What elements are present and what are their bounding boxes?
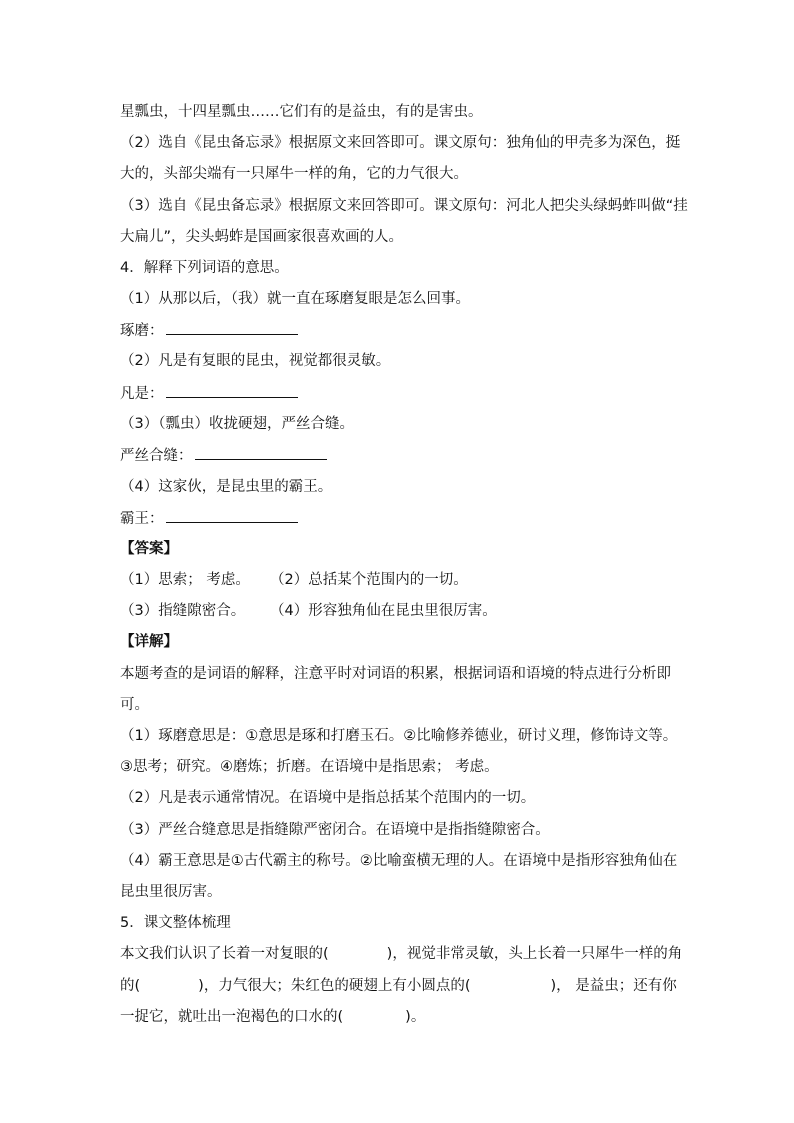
answer-blank[interactable] <box>195 445 327 460</box>
text-line: （4）这家伙，是昆虫里的霸王。 <box>120 479 333 495</box>
answer-row <box>120 508 680 529</box>
question-heading: 5．课文整体梳理 <box>120 915 231 931</box>
text-line: 可。 <box>120 697 149 713</box>
answer-row <box>120 383 680 404</box>
explanation-heading: 【详解】 <box>120 634 178 650</box>
answer-item: （3）指缝隙密合。 <box>120 603 246 619</box>
text-line: ③思考；研究。④磨炼；折磨。在语境中是指思索； 考虑。 <box>120 759 499 775</box>
text-segment: )，力气很大；朱红色的硬翅上有小圆点的( <box>198 978 471 994</box>
text-line: 大的，头部尖端有一只犀牛一样的角，它的力气很大。 <box>120 166 468 182</box>
text-line: （1）琢磨意思是：①意思是琢和打磨玉石。②比喻修养德业，研讨义理，修饰诗文等。 <box>120 728 678 744</box>
question-heading: 4．解释下列词语的意思。 <box>120 260 289 276</box>
text-segment: 一捉它，就吐出一泡褐色的口水的( <box>120 1009 344 1025</box>
answer-item: （2）总括某个范围内的一切。 <box>270 572 468 588</box>
text-line: 昆虫里很厉害。 <box>120 884 222 900</box>
text-line: 本题考查的是词语的解释，注意平时对词语的积累，根据词语和语境的特点进行分析即 <box>120 666 671 682</box>
text-segment: )。 <box>405 1009 426 1025</box>
answer-row <box>120 601 680 621</box>
text-line: （4）霸王意思是①古代霸主的称号。②比喻蛮横无理的人。在语境中是指形容独角仙在 <box>120 853 678 869</box>
text-segment: 的( <box>120 978 141 994</box>
answer-row <box>120 320 680 341</box>
text-line: （2）凡是有复眼的昆虫，视觉都很灵敏。 <box>120 353 391 369</box>
answer-label: 霸王： <box>120 511 164 527</box>
answer-label: 凡是： <box>120 386 164 402</box>
answer-label: 琢磨： <box>120 323 164 339</box>
text-line: （3）严丝合缝意思是指缝隙严密闭合。在语境中是指指缝隙密合。 <box>120 822 550 838</box>
answer-heading: 【答案】 <box>120 541 178 557</box>
answer-label: 严丝合缝： <box>120 448 193 464</box>
text-line: 星瓢虫，十四星瓢虫……它们有的是益虫，有的是害虫。 <box>120 104 483 120</box>
fill-in-row <box>120 944 683 964</box>
text-line: （1）从那以后，（我）就一直在琢磨复眼是怎么回事。 <box>120 291 470 307</box>
text-line: （2）选自《昆虫备忘录》根据原文来回答即可。课文原句：独角仙的甲壳多为深色，挺 <box>120 135 681 151</box>
text-segment: )， 是益虫；还有你 <box>550 978 677 994</box>
answer-blank[interactable] <box>166 383 298 398</box>
answer-blank[interactable] <box>166 508 298 523</box>
text-line: 大扁儿”，尖头蚂蚱是国画家很喜欢画的人。 <box>120 229 404 245</box>
answer-row <box>120 570 680 590</box>
answer-blank[interactable] <box>166 320 298 335</box>
text-line: （3）（瓢虫）收拢硬翅，严丝合缝。 <box>120 416 354 432</box>
answer-item: （1）思索； 考虑。 <box>120 572 250 588</box>
answer-row <box>120 445 680 466</box>
answer-item: （4）形容独角仙在昆虫里很厉害。 <box>270 603 497 619</box>
text-line: （3）选自《昆虫备忘录》根据原文来回答即可。课文原句：河北人把尖头绿蚂蚱叫做“挂 <box>120 198 688 214</box>
text-line: （2）凡是表示通常情况。在语境中是指总括某个范围内的一切。 <box>120 790 536 806</box>
text-segment: 本文我们认识了长着一对复眼的( <box>120 946 329 962</box>
fill-in-row <box>120 976 680 996</box>
fill-in-row <box>120 1007 680 1027</box>
text-segment: )，视觉非常灵敏，头上长着一只犀牛一样的角 <box>386 946 683 962</box>
